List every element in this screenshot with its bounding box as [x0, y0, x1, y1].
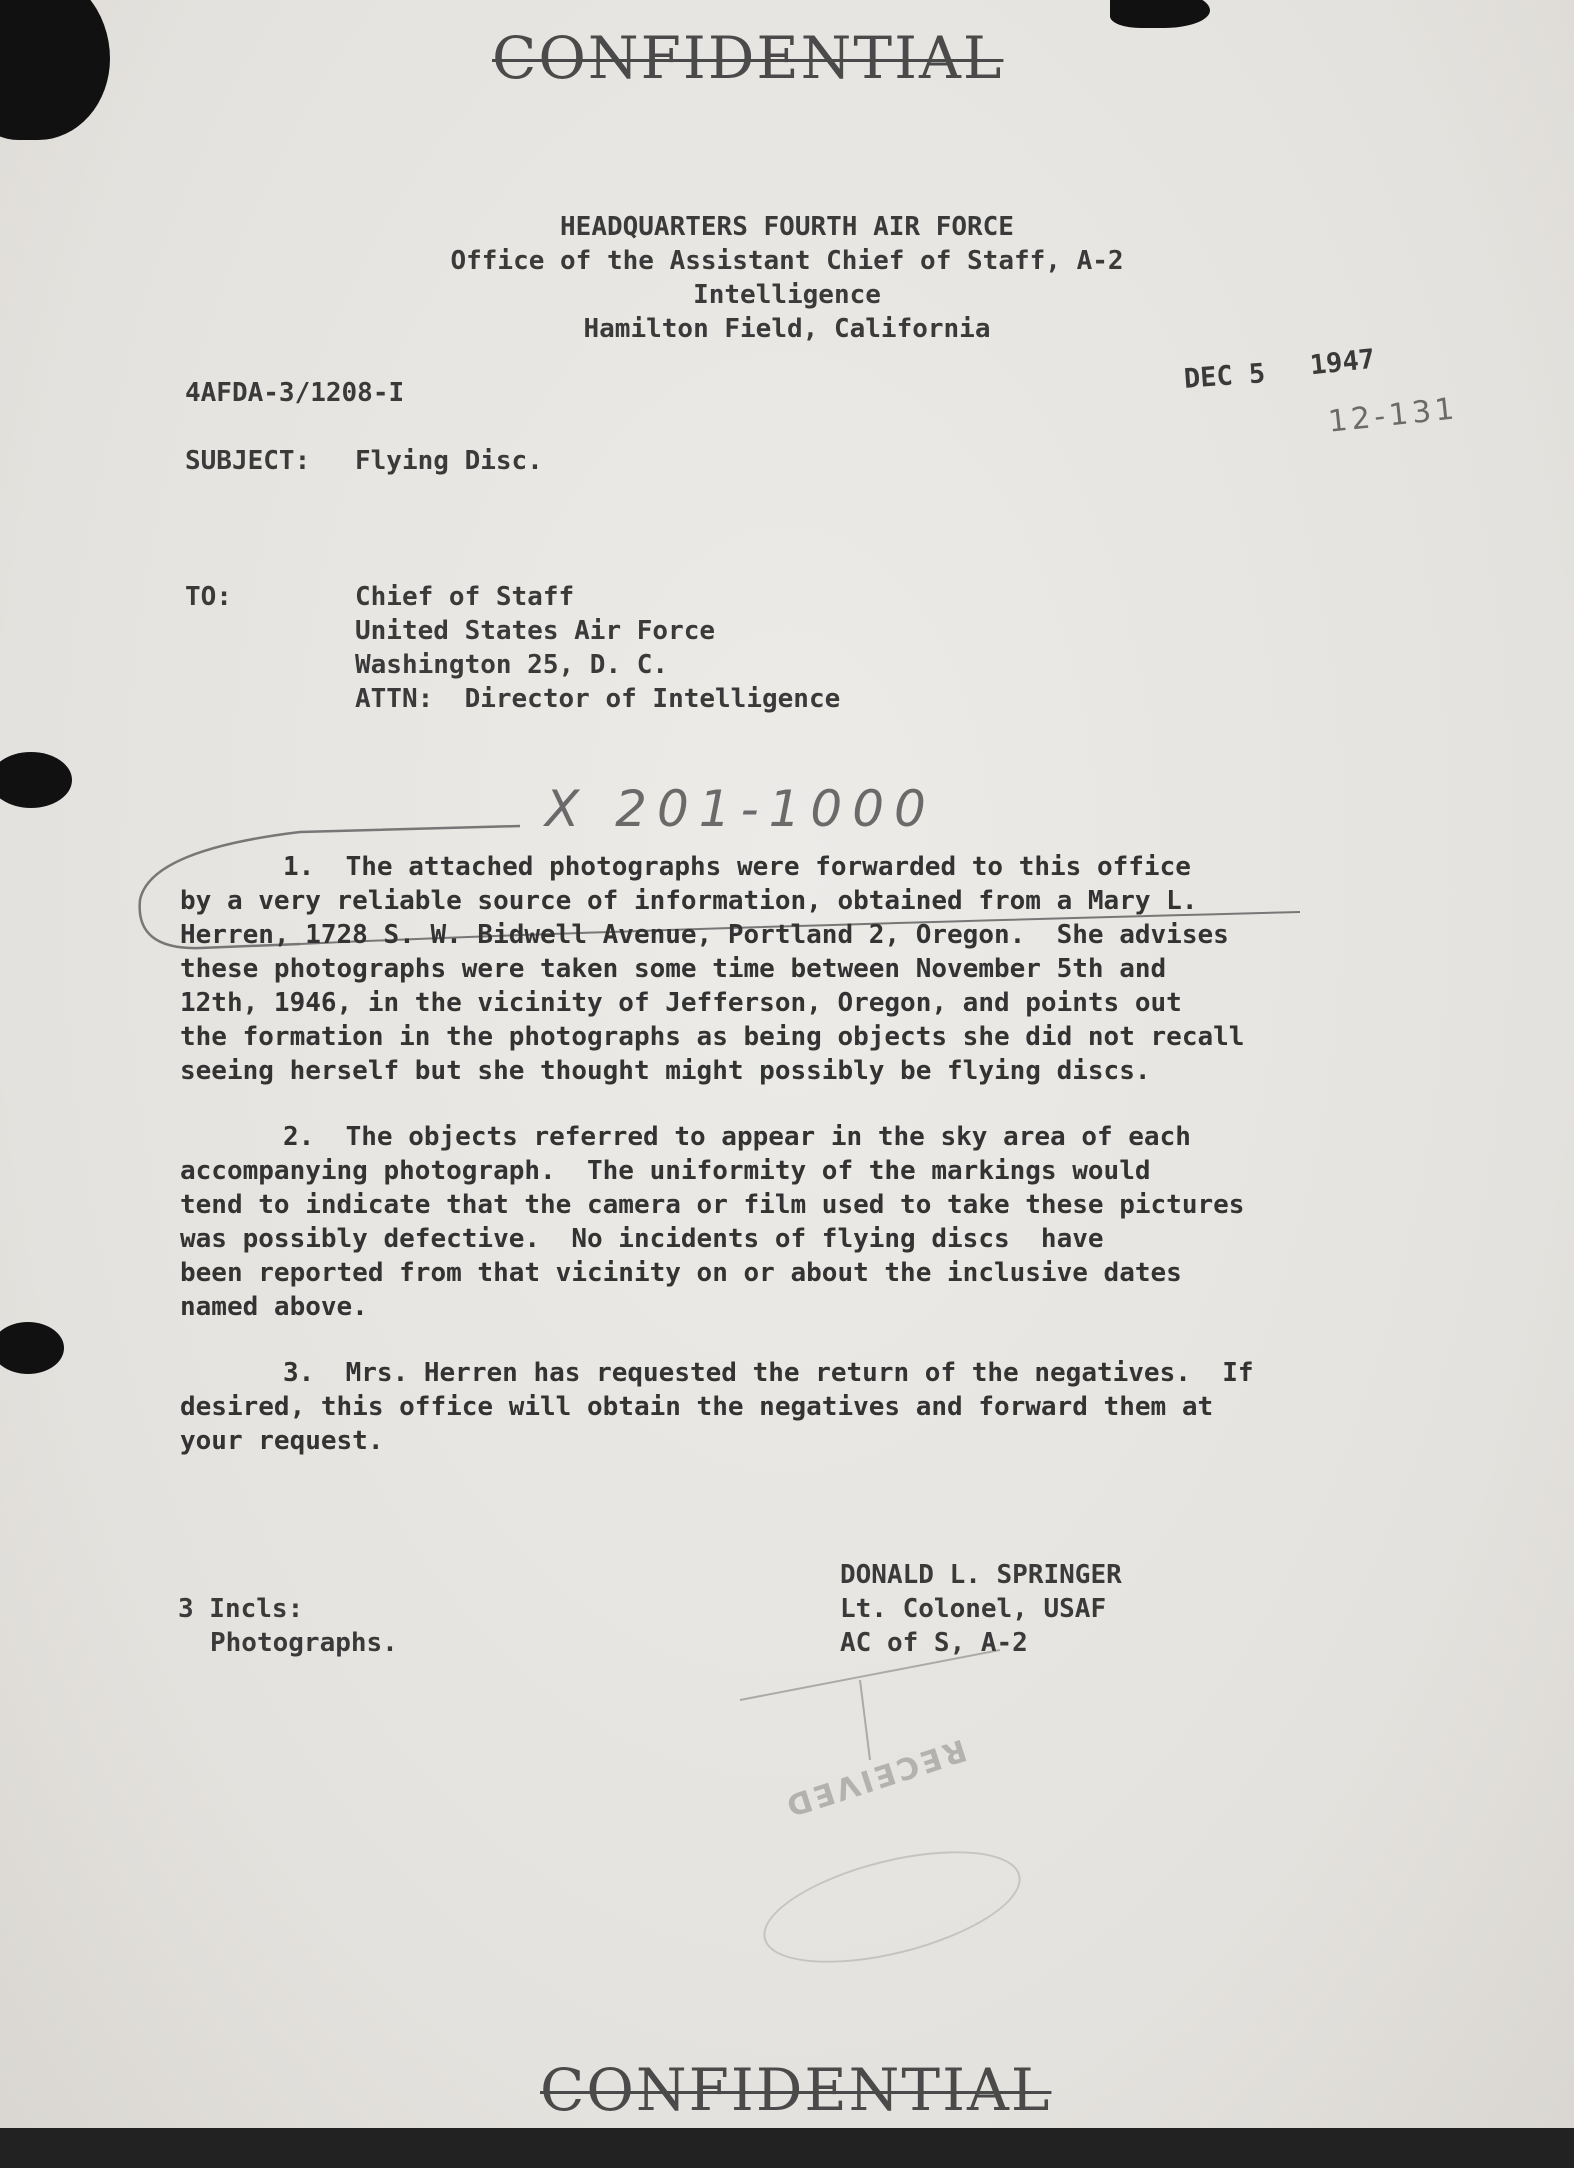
subject-label: SUBJECT: [185, 446, 311, 476]
file-reference: 4AFDA-3/1208-I [185, 378, 405, 408]
paragraph-2-line: tend to indicate that the camera or film used to take these pictures [180, 1190, 1245, 1220]
received-stamp-mark [753, 1829, 1032, 1984]
header-line-2: Office of the Assistant Chief of Staff, A-2 [450, 246, 1124, 276]
corner-ink-blot [1110, 0, 1210, 28]
header-line-1: HEADQUARTERS FOURTH AIR FORCE [560, 212, 1014, 242]
received-stamp: RECEIVED [779, 1731, 971, 1824]
paragraph-2-line: been reported from that vicinity on or about the inclusive dates [180, 1258, 1182, 1288]
paragraph-1-line: 12th, 1946, in the vicinity of Jefferson, Oregon, and points out [180, 988, 1182, 1018]
punch-hole [0, 1322, 64, 1374]
paragraph-2-line: 2. The objects referred to appear in the sky area of each [283, 1122, 1191, 1152]
to-label: TO: [185, 582, 232, 612]
signature-rank: Lt. Colonel, USAF [840, 1594, 1107, 1624]
to-line: Washington 25, D. C. [355, 650, 669, 680]
paragraph-3-line: 3. Mrs. Herren has requested the return of the negatives. If [283, 1358, 1254, 1388]
handwritten-file-number: X 201-1000 [545, 780, 936, 838]
header-line-3: Intelligence [693, 280, 881, 310]
paragraph-2-line: was possibly defective. No incidents of flying discs have [180, 1224, 1104, 1254]
signature-name: DONALD L. SPRINGER [840, 1560, 1122, 1590]
paragraph-2-line: named above. [180, 1292, 368, 1322]
classification-top: CONFIDENTIAL [492, 24, 1004, 92]
date-stamp-day: DEC 5 [1182, 358, 1267, 395]
punch-hole [0, 752, 72, 808]
paragraph-1-line: these photographs were taken some time between November 5th and [180, 954, 1167, 984]
classification-bottom: CONFIDENTIAL [540, 2056, 1052, 2124]
to-line: United States Air Force [355, 616, 716, 646]
to-line: Chief of Staff [355, 582, 575, 612]
date-stamp-year: 1947 [1308, 343, 1377, 382]
paragraph-1-line: by a very reliable source of information, obtained from a Mary L. [180, 886, 1198, 916]
paragraph-1-line: seeing herself but she thought might possibly be flying discs. [180, 1056, 1151, 1086]
paragraph-3-line: desired, this office will obtain the negatives and forward them at [180, 1392, 1214, 1422]
paragraph-1-line: Herren, 1728 S. W. Bidwell Avenue, Portland 2, Oregon. She advises [180, 920, 1229, 950]
enclosures-count: 3 Incls: [178, 1594, 304, 1624]
corner-ink-blot [0, 0, 110, 140]
handwritten-number: 12-131 [1326, 391, 1460, 440]
paragraph-2-line: accompanying photograph. The uniformity of the markings would [180, 1156, 1151, 1186]
signature-title: AC of S, A-2 [840, 1628, 1028, 1658]
paragraph-1-line: the formation in the photographs as being objects she did not recall [180, 1022, 1245, 1052]
paragraph-3-line: your request. [180, 1426, 384, 1456]
bottom-edge-shadow [0, 2128, 1574, 2168]
header-line-4: Hamilton Field, California [583, 314, 991, 344]
subject-value: Flying Disc. [355, 446, 543, 476]
to-line: ATTN: Director of Intelligence [355, 684, 841, 714]
paragraph-1-line: 1. The attached photographs were forwarded to this office [283, 852, 1191, 882]
enclosures-description: Photographs. [210, 1628, 398, 1658]
